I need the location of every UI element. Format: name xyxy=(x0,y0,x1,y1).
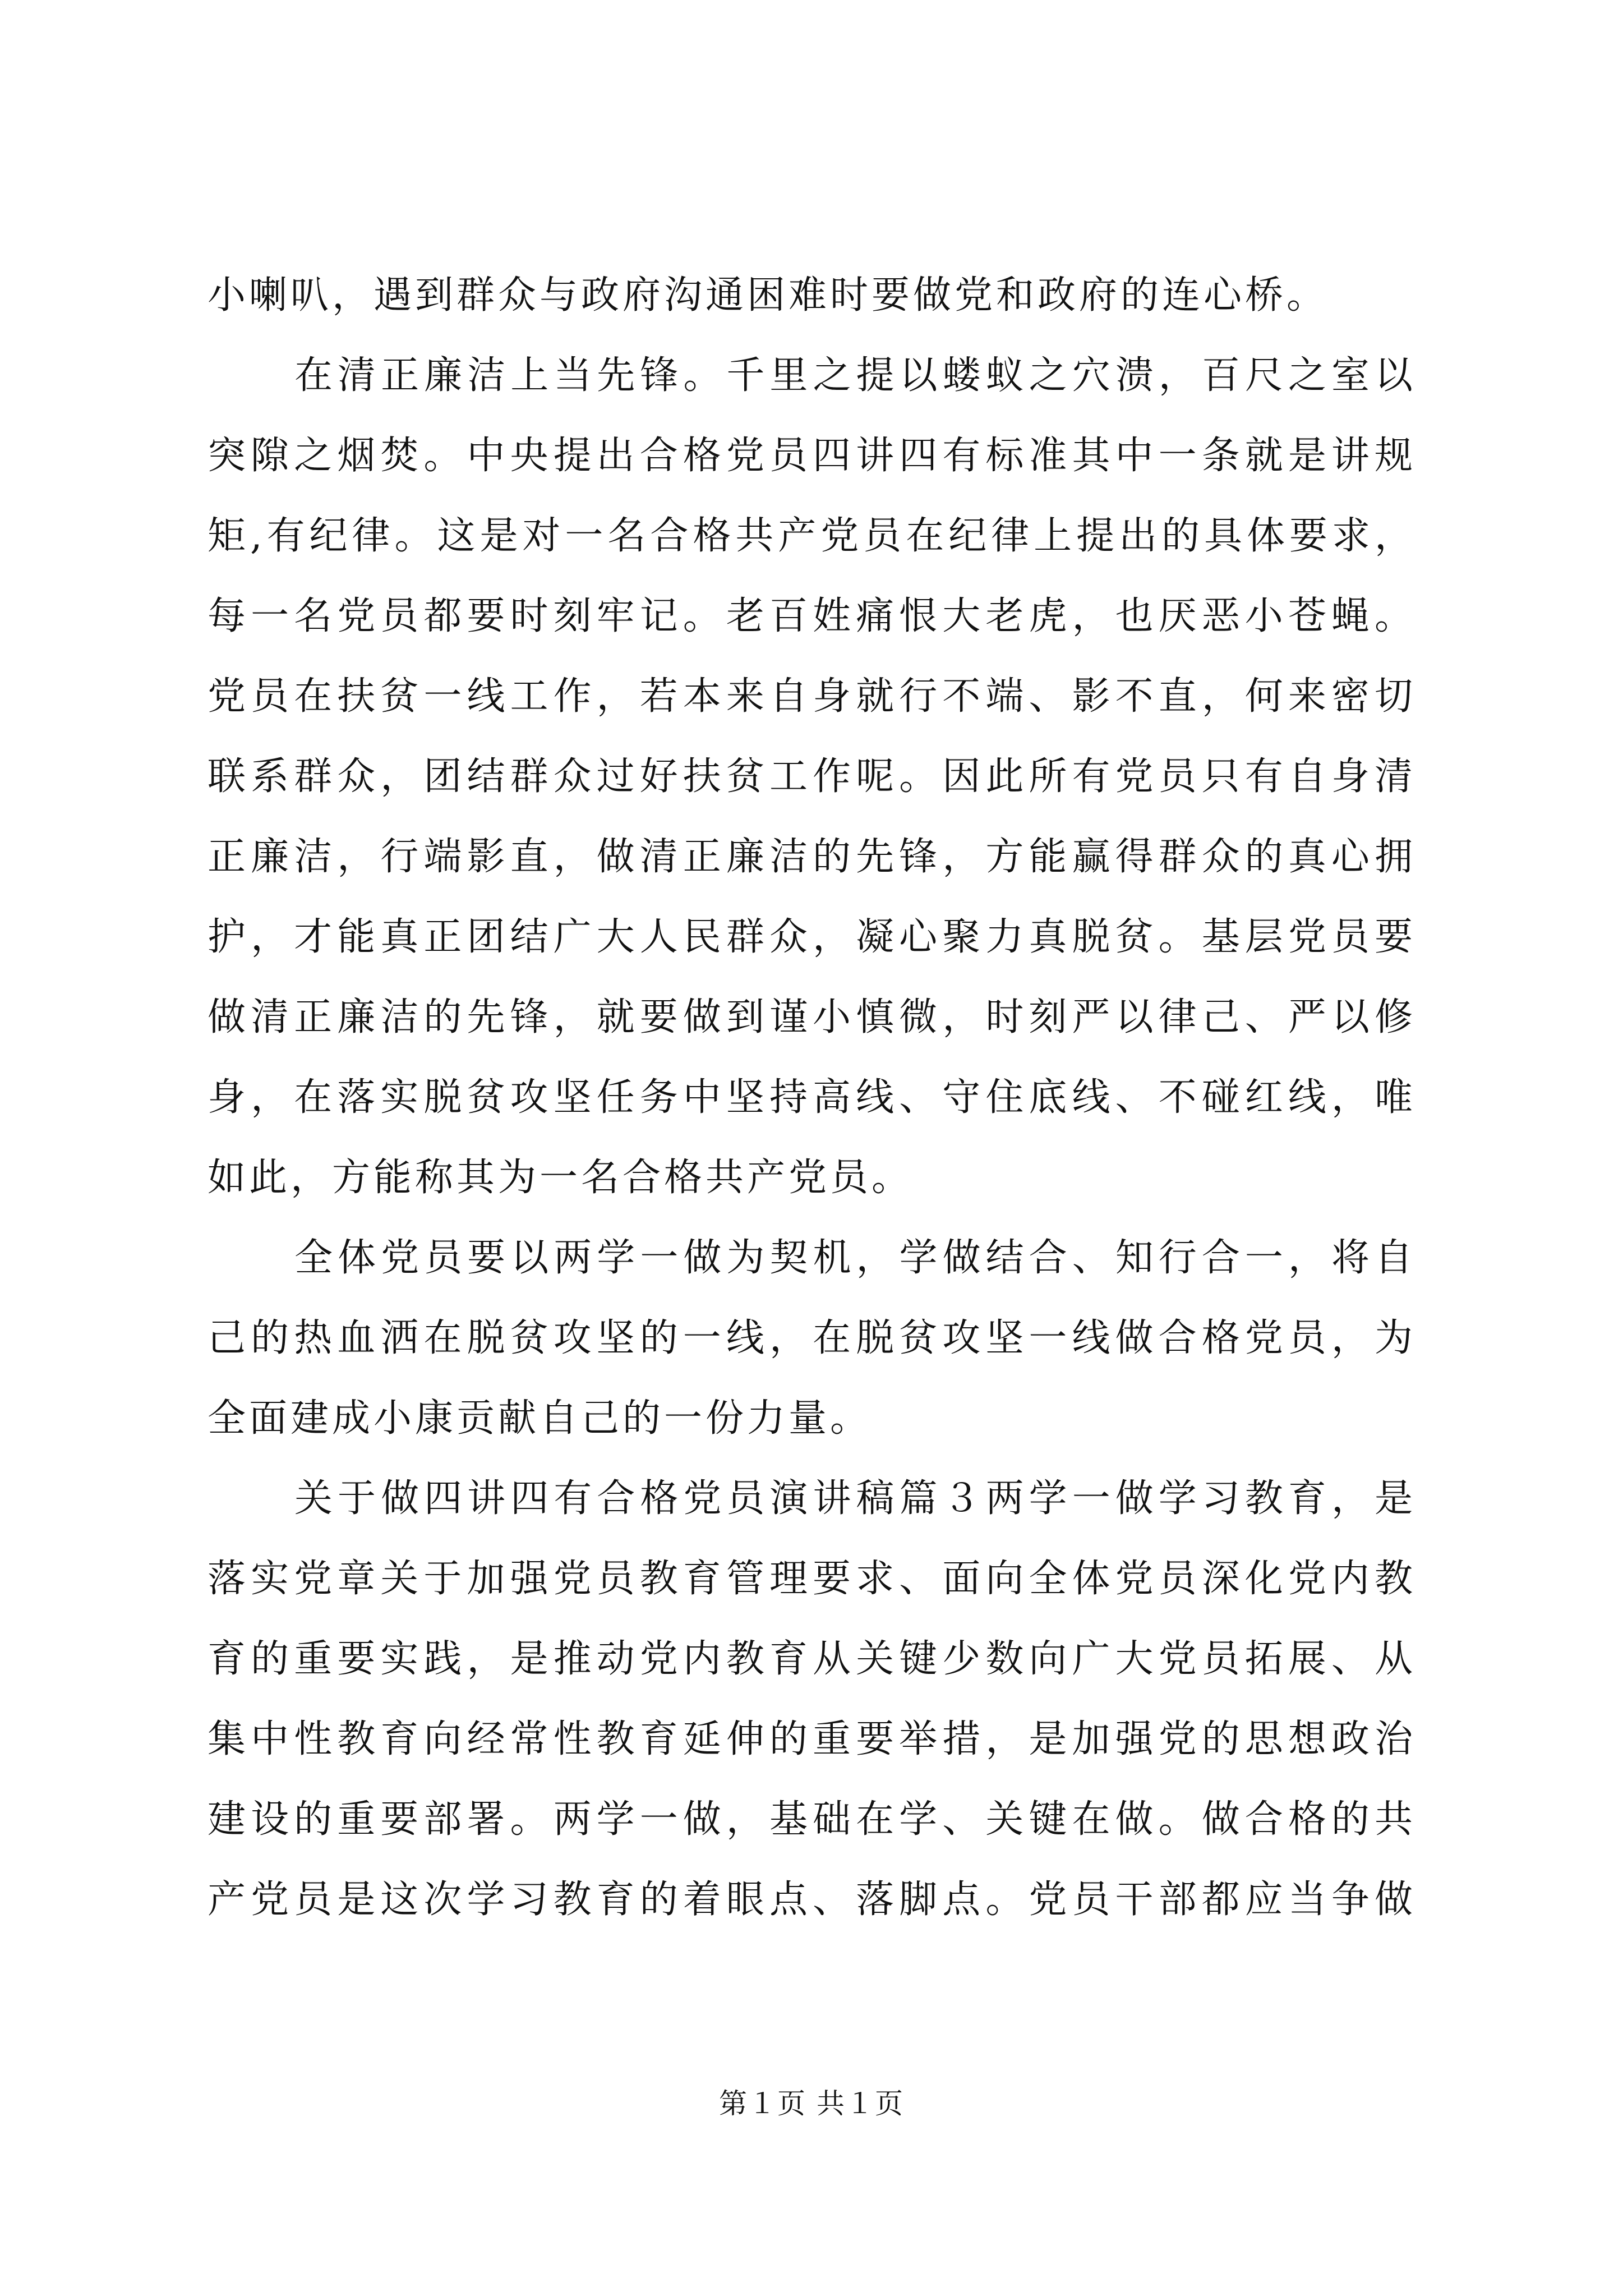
text-line: 关于做四讲四有合格党员演讲稿篇３两学一做学习教育，是 xyxy=(294,1476,1416,1521)
text-line: 全体党员要以两学一做为契机，学做结合、知行合一，将自 xyxy=(294,1236,1416,1280)
text-line: 护，才能真正团结广大人民群众，凝心聚力真脱贫。基层党员要 xyxy=(208,915,1416,959)
document-body xyxy=(208,255,1416,1940)
text-line: 产党员是这次学习教育的着眼点、落脚点。党员干部都应当争做 xyxy=(208,1878,1416,1922)
text-line: 如此，方能称其为一名合格共产党员。 xyxy=(208,1156,914,1200)
text-line: 集中性教育向经常性教育延伸的重要举措，是加强党的思想政治 xyxy=(208,1717,1416,1761)
text-line: 矩,有纪律。这是对一名合格共产党员在纪律上提出的具体要求， xyxy=(208,514,1416,558)
text-line: 正廉洁，行端影直，做清正廉洁的先锋，方能赢得群众的真心拥 xyxy=(208,835,1416,879)
text-line: 突隙之烟焚。中央提出合格党员四讲四有标准其中一条就是讲规 xyxy=(208,434,1416,478)
text-line: 全面建成小康贡献自己的一份力量。 xyxy=(208,1396,872,1441)
text-line: 党员在扶贫一线工作，若本来自身就行不端、影不直，何来密切 xyxy=(208,674,1416,719)
text-line: 小喇叭，遇到群众与政府沟通困难时要做党和政府的连心桥。 xyxy=(208,273,1329,318)
text-line: 联系群众，团结群众过好扶贫工作呢。因此所有党员只有自身清 xyxy=(208,754,1416,799)
text-line: 做清正廉洁的先锋，就要做到谨小慎微，时刻严以律己、严以修 xyxy=(208,995,1416,1039)
text-line: 育的重要实践，是推动党内教育从关键少数向广大党员拓展、从 xyxy=(208,1637,1416,1681)
page-number-footer: 第１页 共１页 xyxy=(719,2087,904,2120)
text-line: 建设的重要部署。两学一做，基础在学、关键在做。做合格的共 xyxy=(208,1797,1416,1842)
text-line: 己的热血洒在脱贫攻坚的一线，在脱贫攻坚一线做合格党员，为 xyxy=(208,1316,1416,1360)
text-line: 身，在落实脱贫攻坚任务中坚持高线、守住底线、不碰红线，唯 xyxy=(208,1075,1416,1120)
text-line: 每一名党员都要时刻牢记。老百姓痛恨大老虎，也厌恶小苍蝇。 xyxy=(208,594,1416,638)
text-line: 在清正廉洁上当先锋。千里之提以蝼蚁之穴溃，百尺之室以 xyxy=(294,353,1416,398)
text-line: 落实党章关于加强党员教育管理要求、面向全体党员深化党内教 xyxy=(208,1557,1416,1601)
